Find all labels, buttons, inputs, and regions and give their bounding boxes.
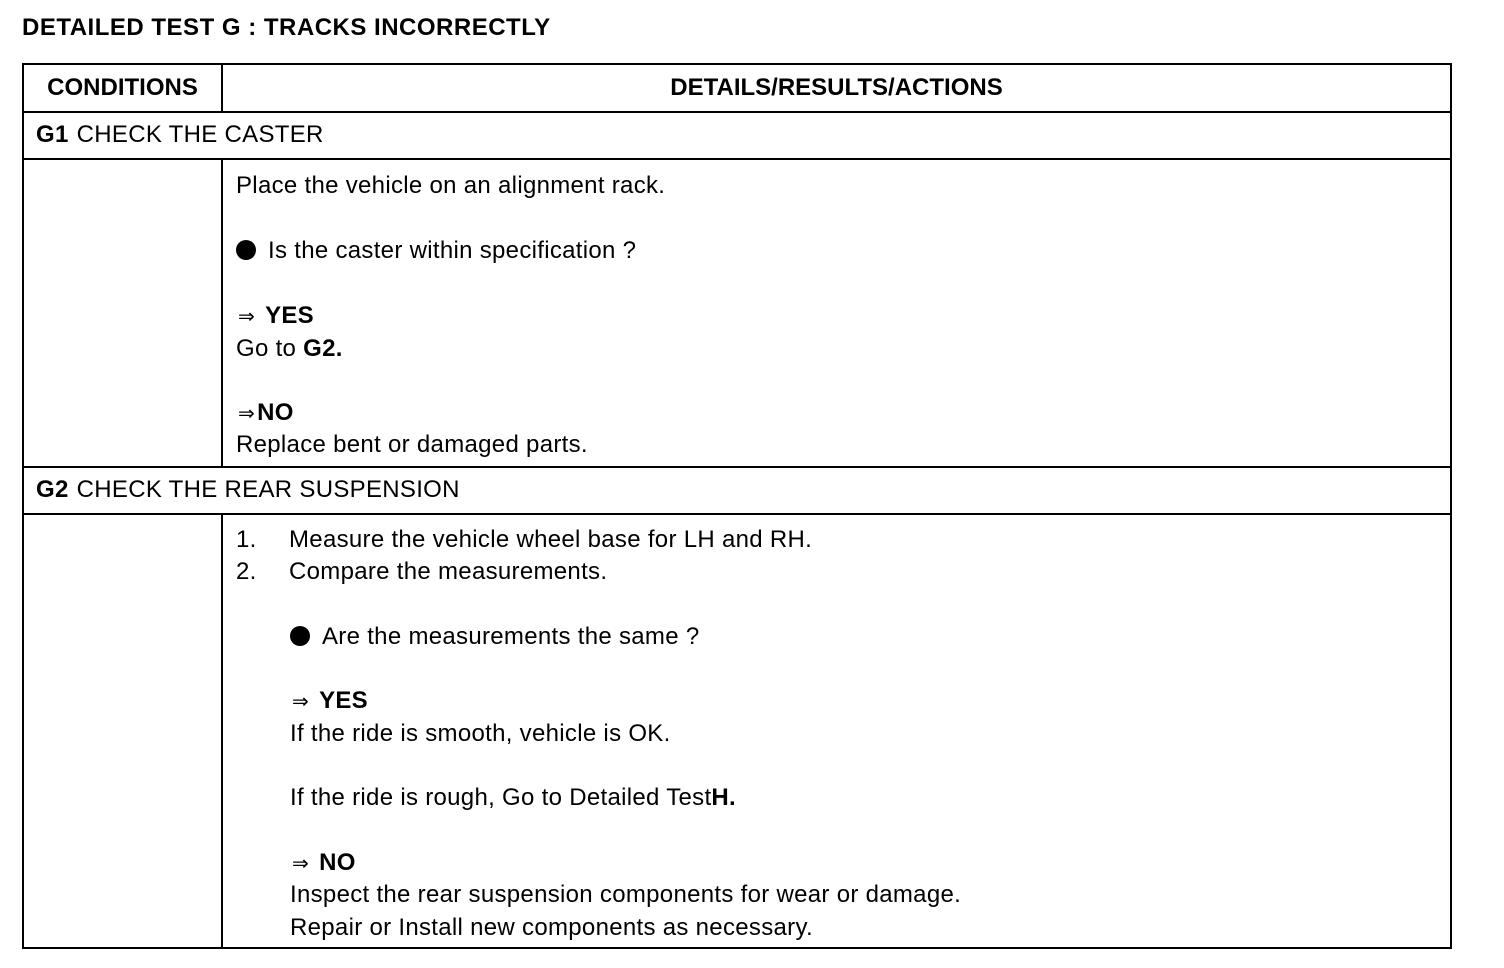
g1-no-label: [238, 399, 294, 428]
section-g2-code: G2: [36, 476, 69, 503]
right-double-arrow-icon: ⇒: [238, 403, 256, 425]
g1-instruction: Place the vehicle on an alignment rack.: [236, 172, 666, 199]
g2-step-text: Measure the vehicle wheel base for LH and RH.: [289, 526, 813, 553]
diagnostic-table: [22, 63, 1452, 949]
column-divider: [221, 160, 223, 466]
page-title: DETAILED TEST G : TRACKS INCORRECTLY: [22, 14, 551, 41]
g2-yes-label: [292, 687, 368, 716]
header-conditions: CONDITIONS: [47, 74, 198, 101]
g2-yes-action-2: [290, 784, 736, 812]
g2-yes-action-1: If the ride is smooth, vehicle is OK.: [290, 720, 671, 747]
row-divider: [24, 158, 1450, 160]
g2-step: [236, 526, 812, 554]
g2-step-number: 1.: [236, 526, 257, 553]
right-double-arrow-icon: ⇒: [292, 853, 310, 875]
g1-no-text: NO: [257, 399, 294, 426]
g2-step-text: Compare the measurements.: [289, 558, 608, 585]
section-g1-code: G1: [36, 121, 69, 148]
section-g1-title: CHECK THE CASTER: [76, 121, 324, 148]
g1-question-text: Is the caster within specification ?: [268, 237, 637, 264]
bullet-icon: [290, 626, 310, 646]
g2-no-action-2: Repair or Install new components as necessary.: [290, 914, 813, 941]
g2-step: [236, 558, 607, 586]
g1-yes-action-target: G2.: [303, 335, 343, 362]
column-divider: [221, 65, 223, 111]
g2-question: [290, 623, 699, 651]
g2-yes-action-2-prefix: If the ride is rough, Go to Detailed Test: [290, 784, 712, 811]
g2-yes-text: YES: [319, 687, 368, 714]
g2-no-label: [292, 849, 356, 878]
column-divider: [221, 515, 223, 949]
g2-step-number: 2.: [236, 558, 257, 585]
g2-question-text: Are the measurements the same ?: [322, 623, 700, 650]
right-double-arrow-icon: ⇒: [238, 306, 256, 328]
g2-yes-action-2-target: H.: [711, 784, 737, 811]
g1-no-action: Replace bent or damaged parts.: [236, 431, 588, 458]
g1-yes-text: YES: [265, 302, 314, 329]
bullet-icon: [236, 240, 256, 260]
section-g2-header: [36, 468, 460, 512]
g1-yes-action-prefix: Go to: [236, 335, 297, 362]
g1-yes-label: [238, 302, 314, 331]
right-double-arrow-icon: ⇒: [292, 691, 310, 713]
g2-no-action-1: Inspect the rear suspension components for wear or damage.: [290, 881, 962, 908]
g2-no-text: NO: [319, 849, 356, 876]
section-g1-header: [36, 113, 324, 157]
g1-question: [236, 237, 636, 265]
g1-yes-action: [236, 335, 343, 363]
header-details: DETAILS/RESULTS/ACTIONS: [670, 74, 1003, 101]
row-divider: [24, 513, 1450, 515]
section-g2-title: CHECK THE REAR SUSPENSION: [76, 476, 460, 503]
